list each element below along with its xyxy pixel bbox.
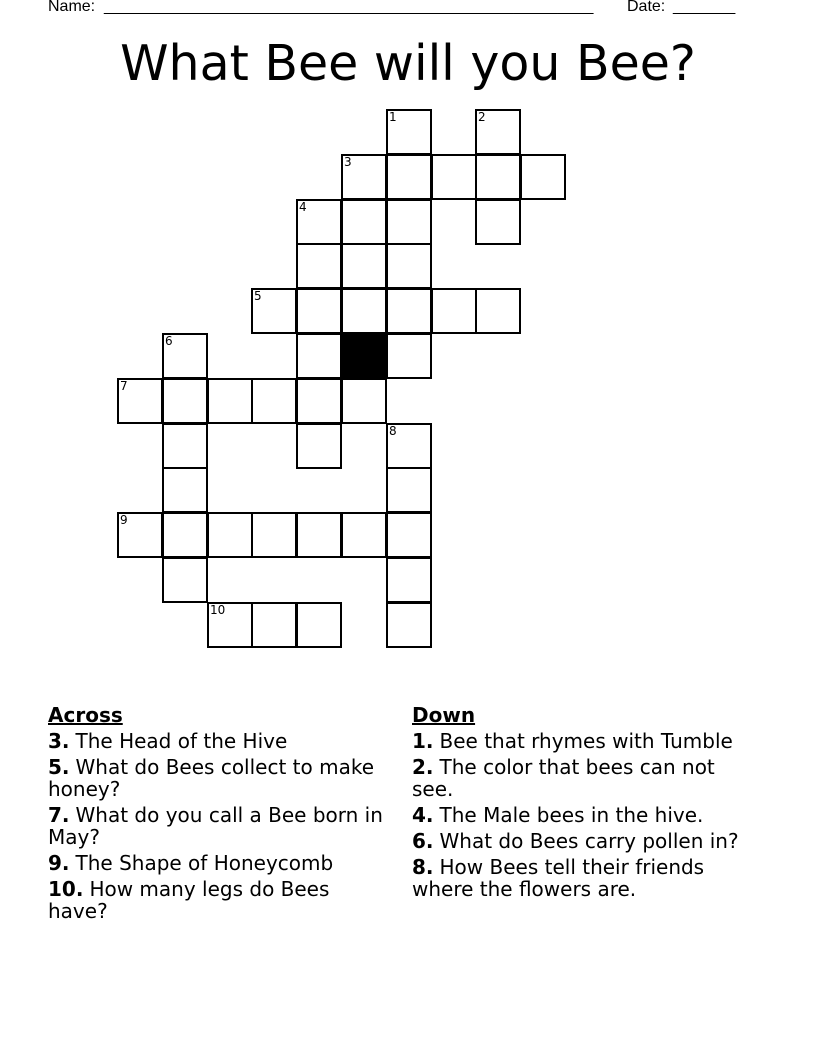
clue-number: 2. [412,755,434,779]
grid-cell[interactable] [386,557,432,603]
grid-cell[interactable] [162,423,208,469]
grid-cell[interactable] [386,109,432,155]
grid-cell[interactable] [475,288,521,334]
cell-number: 9 [120,513,128,527]
clue-number: 10. [48,877,84,901]
grid-cell[interactable] [386,333,432,379]
grid-cell[interactable] [341,154,387,200]
grid-cell[interactable] [431,154,477,200]
page-title: What Bee will you Bee? [120,35,696,92]
name-blank[interactable]: _______________________________________________________ [104,0,594,15]
down-heading: Down [412,703,476,727]
across-clues [48,702,388,926]
cell-number: 7 [120,379,128,393]
grid-cell[interactable] [475,154,521,200]
grid-cell-black [341,333,387,379]
grid-cell[interactable] [296,378,342,424]
cell-number: 5 [254,289,262,303]
grid-cell[interactable] [207,378,253,424]
across-heading: Across [48,703,123,727]
grid-cell[interactable] [117,512,163,558]
grid-cell[interactable] [475,199,521,245]
across-clue [48,804,388,848]
date-label: Date: [627,0,666,15]
grid-cell[interactable] [386,602,432,648]
across-clue [48,878,388,922]
clue-text: The Shape of Honeycomb [75,851,334,875]
grid-cell[interactable] [296,199,342,245]
grid-cell[interactable] [162,557,208,603]
across-clue [48,756,388,800]
cell-number: 1 [389,110,397,124]
clue-text: What do Bees carry pollen in? [439,829,739,853]
down-clue-list [412,730,752,900]
grid-cell[interactable] [162,512,208,558]
grid-cell[interactable] [207,512,253,558]
clue-number: 7. [48,803,70,827]
grid-cell[interactable] [341,199,387,245]
grid-cell[interactable] [162,333,208,379]
down-clue [412,730,752,752]
clue-text: The color that bees can not see. [412,755,715,801]
grid-cell[interactable] [386,199,432,245]
grid-cell[interactable] [296,243,342,289]
grid-cell[interactable] [251,378,297,424]
grid-cell[interactable] [117,378,163,424]
grid-cell[interactable] [386,512,432,558]
grid-cell[interactable] [296,602,342,648]
grid-cell[interactable] [386,154,432,200]
clue-text: The Male bees in the hive. [439,803,704,827]
grid-cell[interactable] [162,378,208,424]
grid-cell[interactable] [386,288,432,334]
clue-text: How Bees tell their friends where the flowers are. [412,855,705,901]
grid-cell[interactable] [251,602,297,648]
grid-cell[interactable] [341,243,387,289]
grid-cell[interactable] [386,243,432,289]
grid-cell[interactable] [296,288,342,334]
grid-cell[interactable] [296,333,342,379]
grid-cell[interactable] [296,512,342,558]
down-clue [412,756,752,800]
grid-cell[interactable] [162,467,208,513]
grid-cell[interactable] [341,378,387,424]
cell-number: 4 [299,200,307,214]
clue-number: 8. [412,855,434,879]
down-clues [412,702,752,904]
grid-cell[interactable] [251,288,297,334]
clue-text: Bee that rhymes with Tumble [439,729,733,753]
cell-number: 2 [478,110,486,124]
grid-cell[interactable] [251,512,297,558]
clue-number: 4. [412,803,434,827]
clue-number: 5. [48,755,70,779]
clue-text: What do Bees collect to make honey? [48,755,375,801]
grid-cell[interactable] [341,288,387,334]
clue-number: 3. [48,729,70,753]
across-clue [48,730,388,752]
grid-cell[interactable] [207,602,253,648]
down-clue [412,830,752,852]
down-clue [412,856,752,900]
grid-cell[interactable] [296,423,342,469]
grid-cell[interactable] [341,512,387,558]
down-clue [412,804,752,826]
grid-cell[interactable] [431,288,477,334]
grid-cell[interactable] [386,467,432,513]
clue-number: 1. [412,729,434,753]
grid-cell[interactable] [475,109,521,155]
clue-text: How many legs do Bees have? [48,877,330,923]
cell-number: 8 [389,424,397,438]
across-clue [48,852,388,874]
cell-number: 6 [165,334,173,348]
clue-number: 9. [48,851,70,875]
grid-cell[interactable] [386,423,432,469]
across-clue-list [48,730,388,922]
clue-text: What do you call a Bee born in May? [48,803,383,849]
clue-number: 6. [412,829,434,853]
clue-text: The Head of the Hive [75,729,288,753]
name-label: Name: [48,0,96,15]
cell-number: 3 [344,155,352,169]
grid-cell[interactable] [520,154,566,200]
cell-number: 10 [210,603,226,617]
date-blank[interactable]: _______ [673,0,736,15]
